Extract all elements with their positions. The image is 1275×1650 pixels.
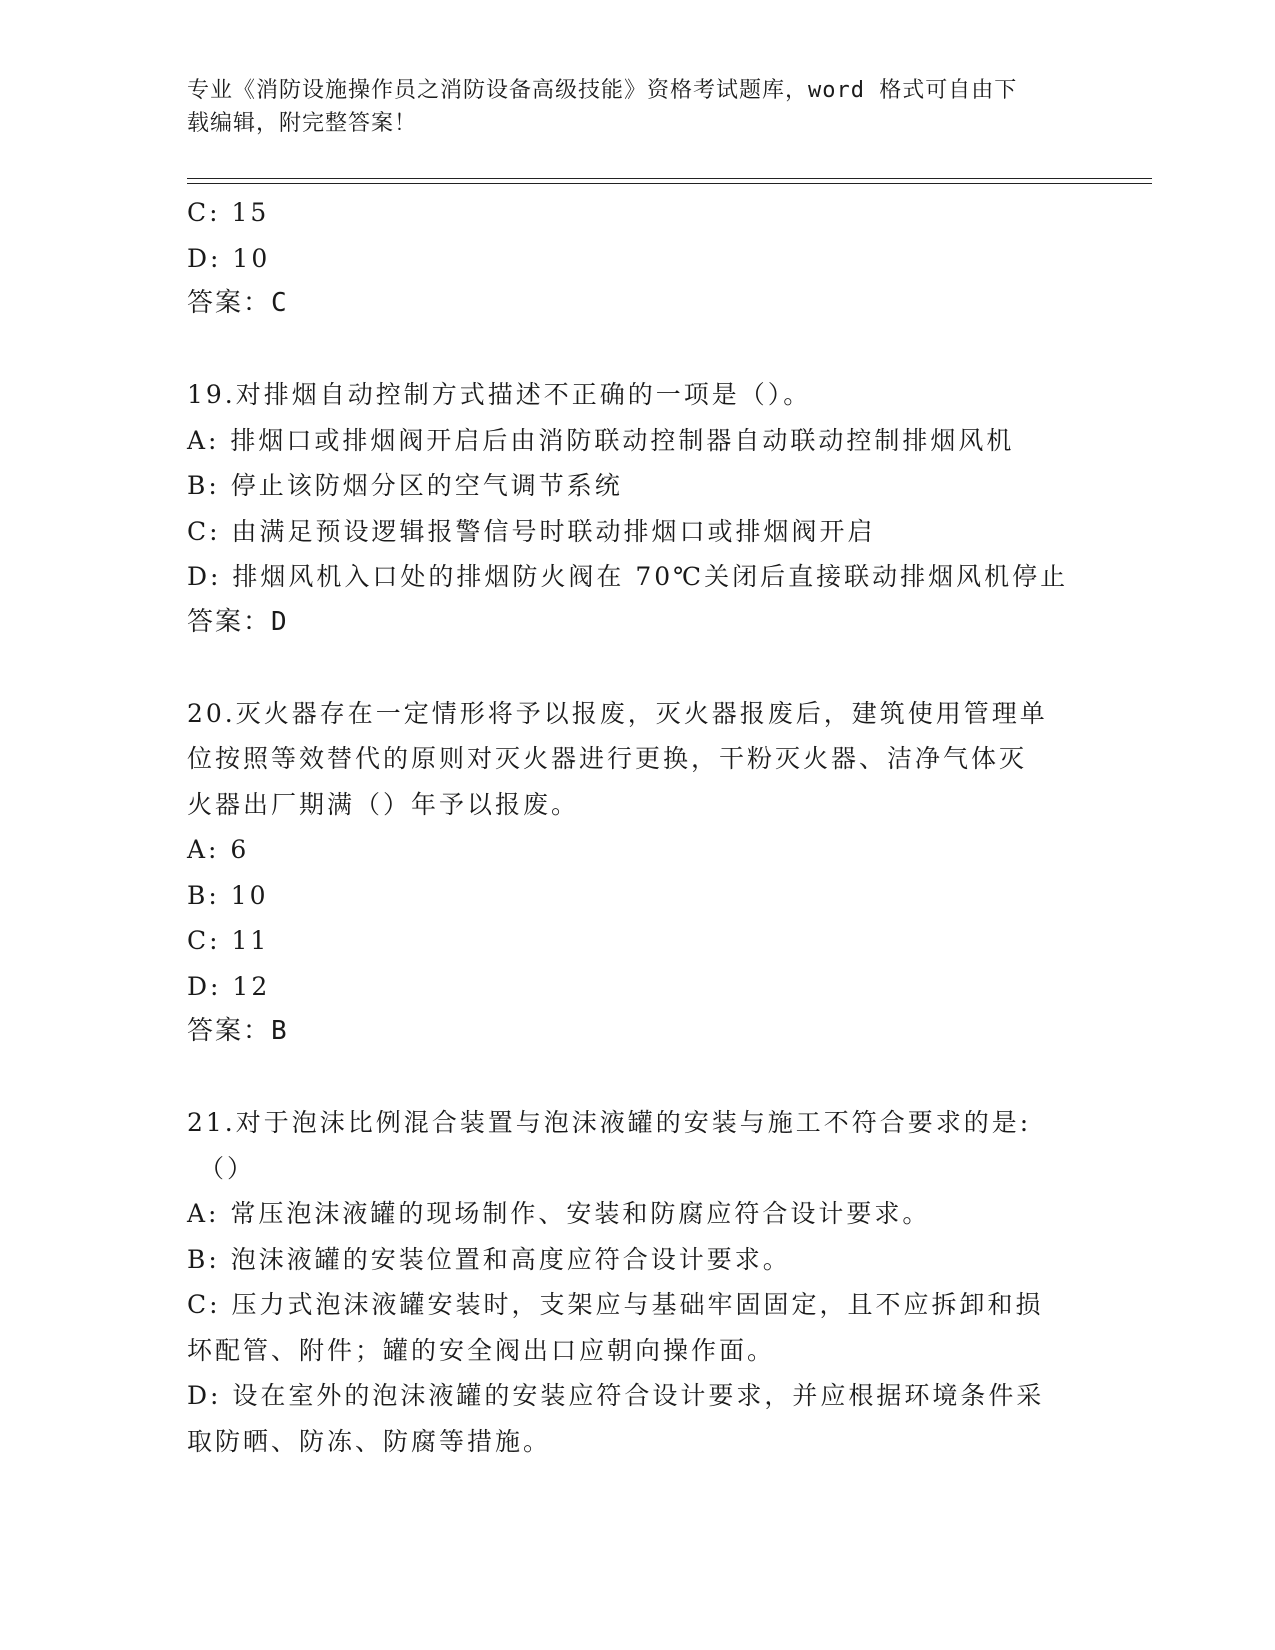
question-stem-line: 21.对于泡沫比例混合装置与泡沫液罐的安装与施工不符合要求的是:: [187, 1108, 1032, 1137]
option-c-continued: 坏配管、附件；罐的安全阀出口应朝向操作面。: [187, 1335, 776, 1365]
option-a: A: 排烟口或排烟阀开启后由消防联动控制器自动联动控制排烟风机: [187, 425, 1015, 455]
spacer: [187, 1055, 1087, 1101]
option-c: C: 11: [187, 926, 270, 955]
option-d: D: 设在室外的泡沫液罐的安装应符合设计要求，并应根据环境条件采: [187, 1381, 1045, 1410]
question-stem-line: 位按照等效替代的原则对灭火器进行更换，干粉灭火器、洁净气体灭: [187, 744, 1028, 773]
option-d-continued: 取防晒、防冻、防腐等措施。: [187, 1426, 552, 1456]
answer-line: 答案：C: [187, 288, 289, 318]
previous-question: [187, 190, 1087, 327]
question-21: [187, 1100, 1087, 1464]
header-line-1: 专业《消防设施操作员之消防设备高级技能》资格考试题库，word 格式可自由下: [187, 78, 1018, 103]
header-divider-top: [187, 178, 1152, 179]
question-19: [187, 372, 1087, 645]
option-b: B: 停止该防烟分区的空气调节系统: [187, 471, 623, 500]
answer-line: 答案：D: [187, 606, 289, 637]
question-20: [187, 691, 1087, 1055]
option-b: B: 10: [187, 880, 269, 910]
header-line-2: 载编辑，附完整答案！: [187, 111, 418, 136]
option-d: D: 排烟风机入口处的排烟防火阀在 70℃关闭后直接联动排烟风机停止: [187, 562, 1069, 591]
option-c: C: 15: [187, 198, 270, 227]
question-content: [187, 190, 1087, 1464]
question-stem-line: （）: [199, 1153, 256, 1183]
option-a: A: 常压泡沫液罐的现场制作、安装和防腐应符合设计要求。: [187, 1199, 931, 1228]
document-header: [187, 74, 1087, 140]
question-stem-line: 20.灭火器存在一定情形将予以报废，灭火器报废后，建筑使用管理单: [187, 698, 1048, 728]
option-d: D: 10: [187, 243, 271, 273]
spacer: [187, 645, 1087, 691]
option-a: A: 6: [187, 835, 250, 864]
option-c: C: 压力式泡沫液罐安装时，支架应与基础牢固固定，且不应拆卸和损: [187, 1290, 1044, 1319]
option-b: B: 泡沫液罐的安装位置和高度应符合设计要求。: [187, 1244, 791, 1274]
spacer: [187, 327, 1087, 373]
header-divider-bottom: [187, 183, 1152, 184]
question-stem-line: 火器出厂期满（）年予以报废。: [187, 789, 580, 819]
question-stem: 19.对排烟自动控制方式描述不正确的一项是（）。: [187, 380, 812, 409]
option-d: D: 12: [187, 971, 271, 1001]
answer-line: 答案：B: [187, 1016, 289, 1046]
option-c: C: 由满足预设逻辑报警信号时联动排烟口或排烟阀开启: [187, 516, 876, 546]
